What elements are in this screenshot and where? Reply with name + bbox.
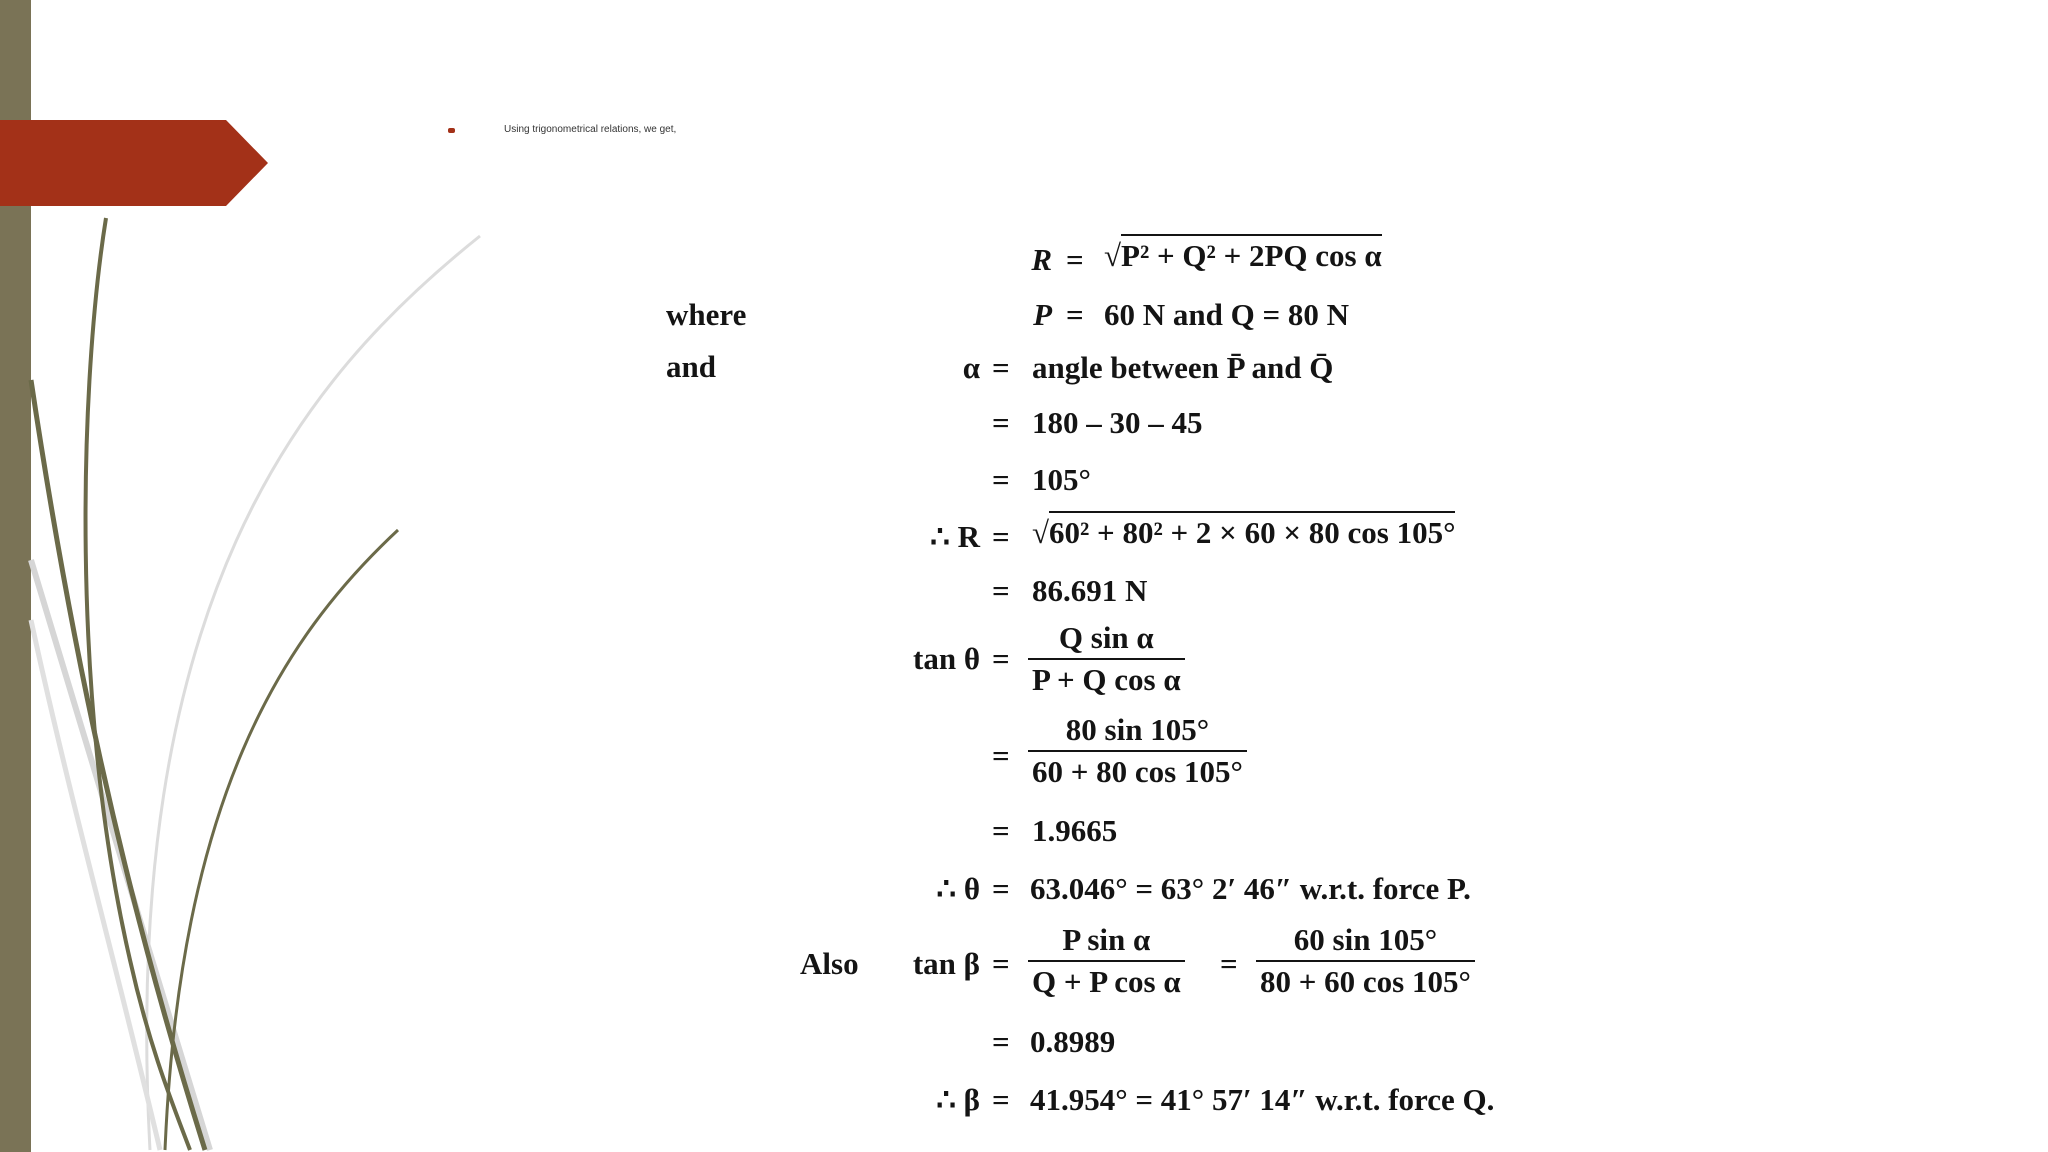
eq1-rhs: √P² + Q² + 2PQ cos α <box>1104 238 1382 274</box>
eq14-rhs: 41.954° = 41° 57′ 14″ w.r.t. force Q. <box>1030 1082 1495 1117</box>
eq12-fraction-2 <box>1256 922 1475 1000</box>
eq3-rhs: angle between P̄ and Q̄ <box>1032 350 1334 385</box>
label-also: Also <box>800 946 859 981</box>
eq8-lhs: tan θ <box>913 641 980 676</box>
eq9-denominator: 60 + 80 cos 105° <box>1032 754 1243 789</box>
eq5-equals: = <box>992 462 1010 497</box>
eq7-equals: = <box>992 573 1010 608</box>
eq12-equals-2: = <box>1220 946 1238 981</box>
label-and: and <box>666 349 716 384</box>
eq4-rhs: 180 – 30 – 45 <box>1032 405 1203 440</box>
eq4-equals: = <box>992 405 1010 440</box>
eq12-fraction-1 <box>1028 922 1185 1000</box>
eq11-lhs: ∴ θ <box>936 871 980 906</box>
eq2-lhs: P <box>1033 297 1052 332</box>
eq8-numerator: Q sin α <box>1028 620 1185 660</box>
eq7-rhs: 86.691 N <box>1032 573 1148 608</box>
eq13-equals: = <box>992 1024 1010 1059</box>
eq10-rhs: 1.9665 <box>1032 813 1118 848</box>
eq9-fraction <box>1028 712 1247 790</box>
title-banner <box>0 120 270 206</box>
eq3-lhs: α <box>962 350 980 385</box>
eq8-denominator: P + Q cos α <box>1032 662 1181 697</box>
eq10-equals: = <box>992 813 1010 848</box>
curve-dark-2 <box>165 530 398 1150</box>
eq3-equals: = <box>992 350 1010 385</box>
eq8-equals: = <box>992 641 1010 676</box>
eq12-lhs: tan β <box>912 946 980 981</box>
curve-light-3 <box>31 620 160 1150</box>
eq13-rhs: 0.8989 <box>1030 1024 1116 1059</box>
eq12-numerator-1: P sin α <box>1028 922 1185 962</box>
eq5-rhs: 105° <box>1032 462 1091 497</box>
eq12-equals: = <box>992 946 1010 981</box>
eq12-denominator-2: 80 + 60 cos 105° <box>1260 964 1471 999</box>
eq1-equals: = <box>1066 242 1084 277</box>
eq9-equals: = <box>992 738 1010 773</box>
eq6-lhs: ∴ R <box>930 519 980 554</box>
curve-dark-3 <box>31 380 205 1150</box>
bullet-marker <box>448 128 455 133</box>
eq11-equals: = <box>992 871 1010 906</box>
eq12-numerator-2: 60 sin 105° <box>1256 922 1475 962</box>
eq9-numerator: 80 sin 105° <box>1028 712 1247 752</box>
bullet-text: Using trigonometrical relations, we get, <box>504 124 677 135</box>
eq6-equals: = <box>992 519 1010 554</box>
eq12-denominator-1: Q + P cos α <box>1032 964 1181 999</box>
eq11-rhs: 63.046° = 63° 2′ 46″ w.r.t. force P. <box>1030 871 1471 906</box>
curve-light-1 <box>147 236 480 1150</box>
eq2-rhs: 60 N and Q = 80 N <box>1104 297 1350 332</box>
eq6-rhs: √60² + 80² + 2 × 60 × 80 cos 105° <box>1032 515 1455 551</box>
eq1-lhs: R <box>1031 242 1052 277</box>
eq14-equals: = <box>992 1082 1010 1117</box>
eq2-equals: = <box>1066 297 1084 332</box>
label-where: where <box>666 297 747 332</box>
eq8-fraction <box>1028 620 1185 698</box>
curve-dark-1 <box>86 218 190 1150</box>
eq14-lhs: ∴ β <box>936 1082 980 1117</box>
